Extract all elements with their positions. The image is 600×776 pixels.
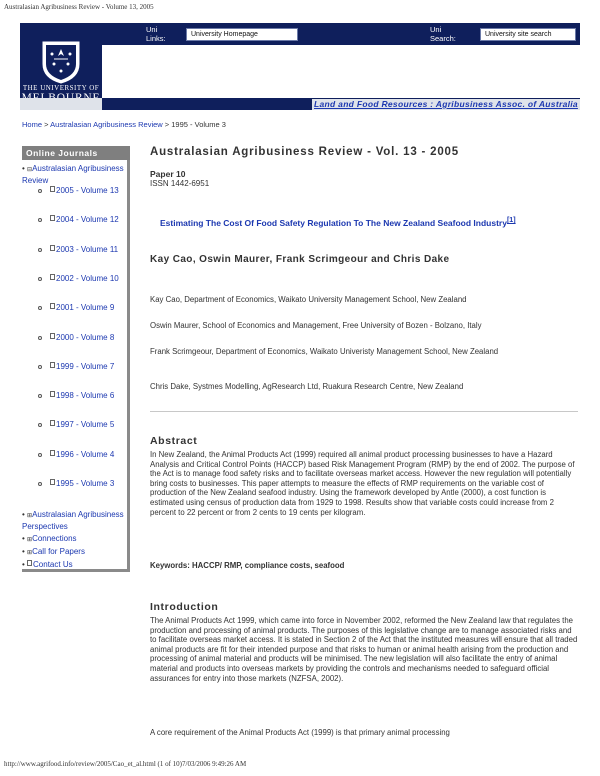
sidebar-volume-label: 1999 - Volume 7 xyxy=(56,361,115,371)
sidebar-volume-label: 2000 - Volume 8 xyxy=(56,332,115,342)
sidebar-item-aap[interactable] xyxy=(22,510,126,532)
university-crest-icon xyxy=(40,40,82,84)
plus-icon: ⊞ xyxy=(27,513,33,519)
sidebar-heading: Online Journals xyxy=(22,146,130,160)
document-icon xyxy=(27,560,32,566)
sidebar-item-connections[interactable] xyxy=(22,534,77,546)
affiliation: Oswin Maurer, School of Economics and Management, Free University of Bozen - Bolzano, Italy xyxy=(150,321,482,330)
authors: Kay Cao, Oswin Maurer, Frank Scrimgeour and Chris Dake xyxy=(150,254,450,265)
abstract-heading: Abstract xyxy=(150,435,198,447)
bullet-icon: • xyxy=(22,560,28,569)
uni-links-select[interactable]: University Homepage xyxy=(186,28,298,41)
issn: ISSN 1442-6951 xyxy=(150,179,210,188)
page-title: Australasian Agribusiness Review - Vol. 13 - 2005 xyxy=(150,146,459,158)
document-icon xyxy=(50,391,55,397)
sidebar-volume-label: 1995 - Volume 3 xyxy=(56,479,115,488)
document-icon xyxy=(50,186,55,192)
introduction-text: The Animal Products Act 1999, which came into force in November 2002, reformed the New Zealand law that regulates the production and processing of animal products. The purposes of this legislative change are to manage associated risks and to facilitate overseas market access. It is stated in Section 2 of the Act that the instituted measures will ensure that all traded animal products are fit for their intended purpose and that risks to human or animal health arising from the production and processing of animal material and products will be minimised. The new legislation will also facilitate the entry of animal material and products into overseas markets by providing the controls and mechanisms needed to safeguard official assurances for entry into those markets (NZFSA, 2002). xyxy=(150,616,578,683)
uni-links-label: Uni Links: xyxy=(146,25,166,43)
article-title xyxy=(160,216,516,228)
sidebar-volume-link[interactable] xyxy=(38,274,126,285)
sidebar-item-label: Australasian Agribusiness Review xyxy=(22,164,124,185)
breadcrumb-current: > 1995 - Volume 3 xyxy=(162,120,226,129)
sidebar-item-contact-us[interactable] xyxy=(22,560,73,571)
sidebar-volume-label: 2004 - Volume 12 xyxy=(56,215,119,225)
affiliation: Kay Cao, Department of Economics, Waikato University Management School, New Zealand xyxy=(150,295,467,304)
sidebar-volume-link[interactable] xyxy=(38,245,126,256)
keywords-label: Keywords: xyxy=(150,561,190,570)
breadcrumb-separator: > xyxy=(42,120,51,129)
circle-bullet-icon xyxy=(38,218,42,222)
keywords-value: HACCP/ RMP, compliance costs, seafood xyxy=(192,561,345,570)
breadcrumb xyxy=(22,120,226,129)
bullet-icon: • xyxy=(22,510,28,519)
introduction-heading: Introduction xyxy=(150,601,219,613)
document-icon xyxy=(50,362,55,368)
sidebar-volume-label: 2001 - Volume 9 xyxy=(56,303,115,313)
sidebar-volume-label: 2003 - Volume 11 xyxy=(56,244,119,254)
circle-bullet-icon xyxy=(38,248,42,252)
sidebar-volume-link[interactable] xyxy=(38,420,126,431)
sidebar-item-call-for-papers[interactable] xyxy=(22,547,85,559)
document-icon xyxy=(50,479,55,485)
document-icon xyxy=(50,450,55,456)
sidebar-item-label: Contact Us xyxy=(33,560,73,569)
article-title-text: Estimating The Cost Of Food Safety Regulation To The New Zealand Seafood Industry xyxy=(160,217,507,228)
sidebar-volume-link[interactable] xyxy=(38,333,126,344)
section-band-left xyxy=(20,98,102,110)
sidebar-volume-link[interactable] xyxy=(38,391,126,402)
logo-line-1: THE UNIVERSITY OF xyxy=(22,84,100,92)
divider xyxy=(150,411,578,412)
sidebar-item-label: Connections xyxy=(32,534,77,543)
uni-search-label: Uni Search: xyxy=(430,25,456,43)
breadcrumb-aar-link[interactable]: Australasian Agribusiness Review xyxy=(50,120,163,129)
sidebar-volume-label: 2002 - Volume 10 xyxy=(56,273,119,283)
sidebar-item-label: Australasian Agribusiness Perspectives xyxy=(22,510,124,531)
sidebar-volume-label: 2005 - Volume 13 xyxy=(56,186,119,195)
sidebar-volume-link[interactable] xyxy=(38,303,126,314)
document-icon xyxy=(50,333,55,339)
pdf-footer: http://www.agrifood.info/review/2005/Cao_et_al.html (1 of 10)7/03/2006 9:49:26 AM xyxy=(4,760,247,768)
circle-bullet-icon xyxy=(38,277,42,281)
circle-bullet-icon xyxy=(38,482,42,486)
sidebar-volume-link[interactable] xyxy=(38,362,126,373)
document-icon xyxy=(50,274,55,280)
keywords xyxy=(150,561,344,570)
sidebar-volume-link[interactable] xyxy=(38,186,126,197)
affiliation: Frank Scrimgeour, Department of Economics, Waikato Univeristy Management School, New Zealand xyxy=(150,347,499,356)
document-icon xyxy=(50,303,55,309)
abstract-text: In New Zealand, the Animal Products Act (1999) required all animal product processing businesses to have a Hazard Analysis and Critical Control Points (HACCP) based Risk Management Program (RMP) by the end of 2002. The purpose of the Act is to manage food safety risks and to facilitate overseas market access. However the new regulation will potentially bring costs to businesses. This paper attempts to measure the effects of RMP requirements on the variable cost of production of the New Zealand seafood industry. Using the framework developed by Antle (2000), a cost function is estimated using census of production data from 1929 to 1998. Results show that variable costs could increase from 2 percent to 22 percent or from 2 cents to 19 cents per kilogram. xyxy=(150,450,575,517)
section-link[interactable]: Land and Food Resources : Agribusiness Assoc. of Australia xyxy=(312,99,580,110)
circle-bullet-icon xyxy=(38,336,42,340)
bullet-icon: • xyxy=(22,164,28,173)
circle-bullet-icon xyxy=(38,306,42,310)
footnote-link[interactable]: [1] xyxy=(506,216,516,224)
sidebar-volume-label: 1996 - Volume 4 xyxy=(56,449,115,459)
sidebar-volume-link[interactable] xyxy=(38,450,126,461)
circle-bullet-icon xyxy=(38,423,42,427)
document-icon xyxy=(50,215,55,221)
bullet-icon: • xyxy=(22,534,28,543)
sidebar-volume-label: 1997 - Volume 5 xyxy=(56,420,115,430)
affiliation: Chris Dake, Systmes Modelling, AgResearch Ltd, Ruakura Research Centre, New Zealand xyxy=(150,382,464,391)
introduction-text-2: A core requirement of the Animal Products Act (1999) is that primary animal processing xyxy=(150,728,450,737)
uni-search-select[interactable]: University site search xyxy=(480,28,576,41)
bullet-icon: • xyxy=(22,547,28,556)
sidebar-volume-label: 1998 - Volume 6 xyxy=(56,391,115,401)
sidebar-item-label: Call for Papers xyxy=(32,547,85,556)
document-icon xyxy=(50,245,55,251)
circle-bullet-icon xyxy=(38,189,42,193)
breadcrumb-home-link[interactable]: Home xyxy=(22,120,43,129)
circle-bullet-icon xyxy=(38,394,42,398)
pdf-header: Australasian Agribusiness Review - Volume 13, 2005 xyxy=(4,3,154,11)
sidebar-item-aar[interactable] xyxy=(22,164,126,186)
plus-icon: ⊞ xyxy=(27,550,33,556)
circle-bullet-icon xyxy=(38,365,42,369)
minus-icon: ⊟ xyxy=(27,167,33,173)
document-icon xyxy=(50,420,55,426)
sidebar-volume-link[interactable] xyxy=(38,479,126,490)
circle-bullet-icon xyxy=(38,453,42,457)
plus-icon: ⊞ xyxy=(27,537,33,543)
sidebar-volume-link[interactable] xyxy=(38,215,126,226)
paper-number: Paper 10 xyxy=(150,169,186,179)
